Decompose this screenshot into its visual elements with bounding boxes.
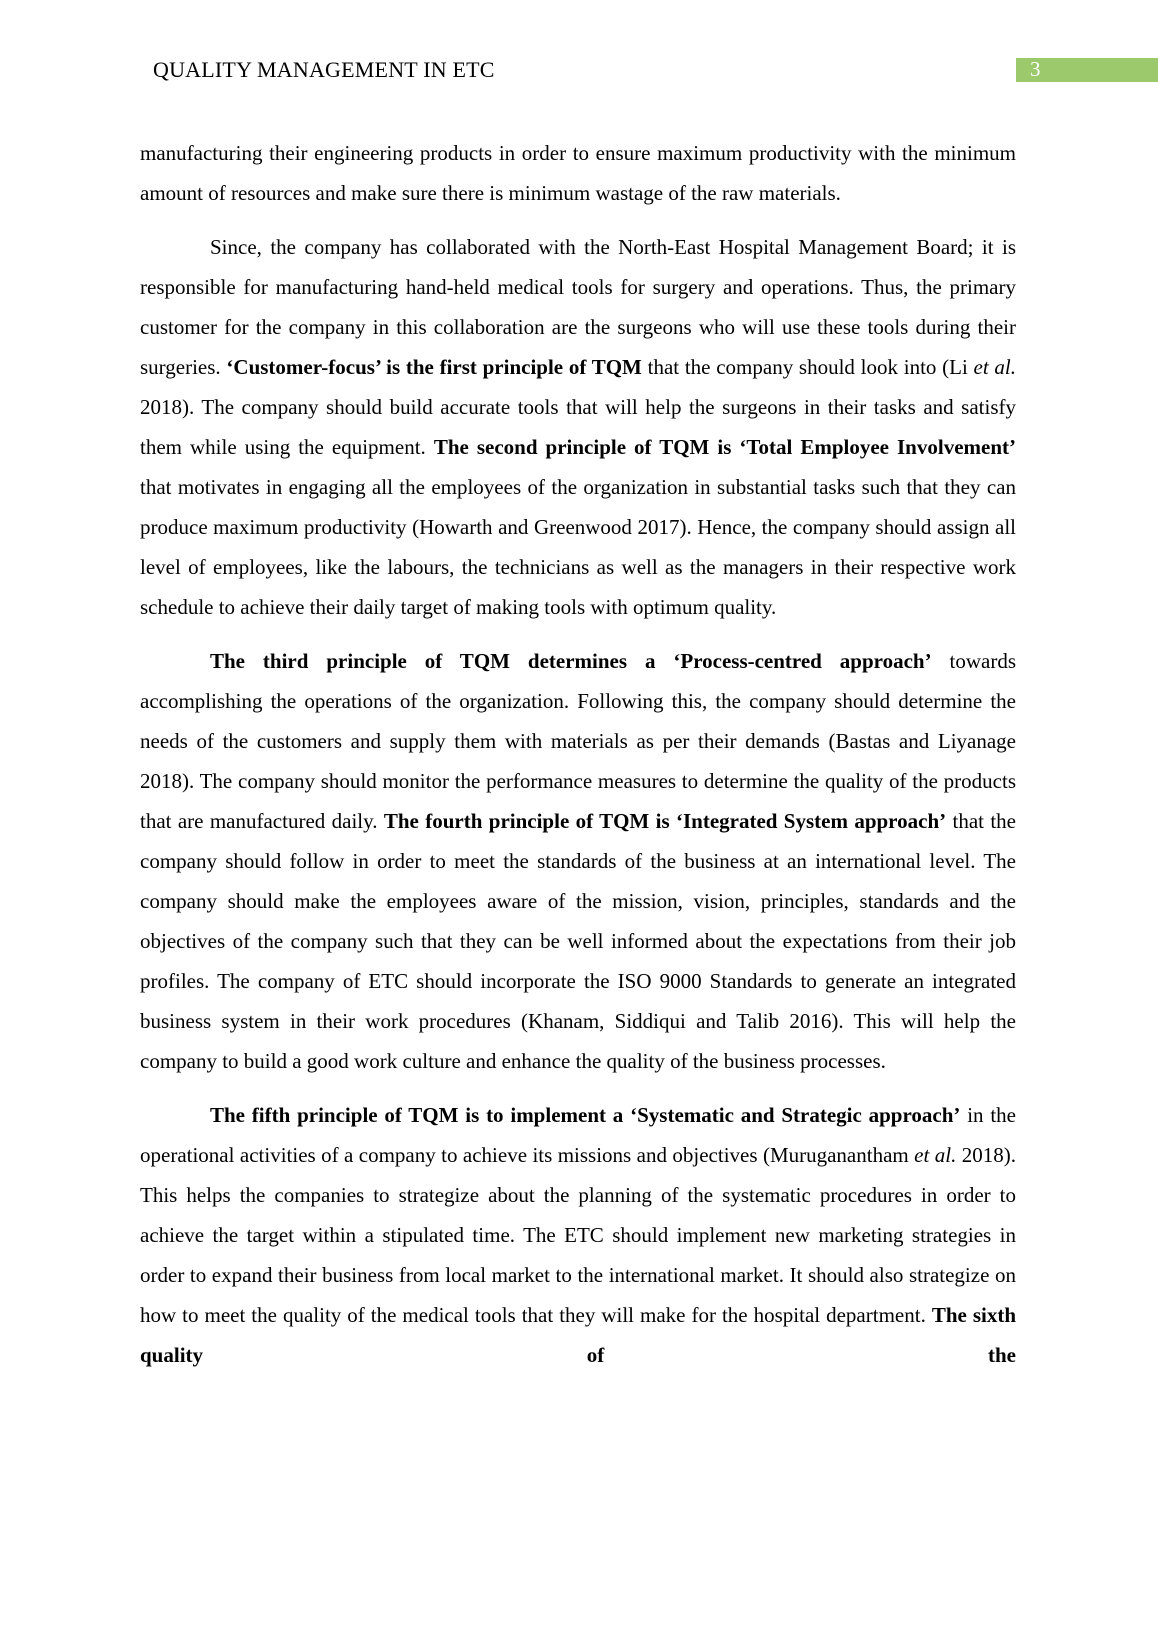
running-header: QUALITY MANAGEMENT IN ETC — [153, 57, 495, 82]
text-run: 2018). The company should build accurate tools that will help the surgeons in their tasks and satisfy them while using the equipment. — [140, 395, 1016, 459]
text-run: Since, the company has collaborated with the North-East Hospital Management Board; it is responsible for manufacturing hand-held medical tools for surgery and operations. Thus, the primary customer for the company in this collaboration are the surgeons who will use these tools during their surgeries. — [140, 235, 1016, 379]
text-run: et al. — [973, 355, 1017, 379]
paragraph-1 — [140, 133, 1016, 213]
page-number: 3 — [1030, 57, 1041, 81]
text-run: The sixth quality of the — [140, 1303, 1016, 1367]
body-text — [140, 133, 1016, 1375]
text-run: manufacturing their engineering products in order to ensure maximum productivity with the minimum amount of resources and make sure there is minimum wastage of the raw materials. — [140, 141, 1016, 205]
text-run: in the operational activities of a company to achieve its missions and objectives (Muruganantham — [140, 1103, 1016, 1167]
text-run: 2018). This helps the companies to strategize about the planning of the systematic procedures in order to achieve the target within a stipulated time. The ETC should implement new marketing strategies in order to expand their business from local market to the international market. It should also strategize on how to meet the quality of the medical tools that they will make for the hospital department. — [140, 1143, 1016, 1327]
text-run: that motivates in engaging all the employees of the organization in substantial tasks such that they can produce maximum productivity (Howarth and Greenwood 2017). Hence, the company should assign all level of employees, like the labours, the technicians as well as the managers in their respective work schedule to achieve their daily target of making tools with optimum quality. — [140, 475, 1016, 619]
text-run: The fourth principle of TQM is ‘Integrated System approach’ — [383, 809, 947, 833]
paragraph-3 — [140, 641, 1016, 1081]
text-run: et al. — [914, 1143, 957, 1167]
text-run: ‘Customer-focus’ is the first principle of TQM — [226, 355, 642, 379]
text-run: that the company should follow in order to meet the standards of the business at an international level. The company should make the employees aware of the mission, vision, principles, standards and the objectives of the company such that they can be well informed about the expectations from their job profiles. The company of ETC should incorporate the ISO 9000 Standards to generate an integrated business system in their work procedures (Khanam, Siddiqui and Talib 2016). This will help the company to build a good work culture and enhance the quality of the business processes. — [140, 809, 1016, 1073]
page-number-box — [1016, 58, 1158, 82]
text-run: The second principle of TQM is ‘Total Employee Involvement’ — [433, 435, 1016, 459]
text-run: that the company should look into (Li — [641, 355, 974, 379]
paragraph-4 — [140, 1095, 1016, 1375]
text-run: towards accomplishing the operations of the organization. Following this, the company should determine the needs of the customers and supply them with materials as per their demands (Bastas and Liyanage 2018). The company should monitor the performance measures to determine the quality of the products that are manufactured daily. — [140, 649, 1017, 833]
text-run: The fifth principle of TQM is to implement a ‘Systematic and Strategic approach’ — [210, 1103, 961, 1127]
paragraph-2 — [140, 227, 1016, 627]
text-run: The third principle of TQM determines a ‘Process-centred approach’ — [210, 649, 932, 673]
